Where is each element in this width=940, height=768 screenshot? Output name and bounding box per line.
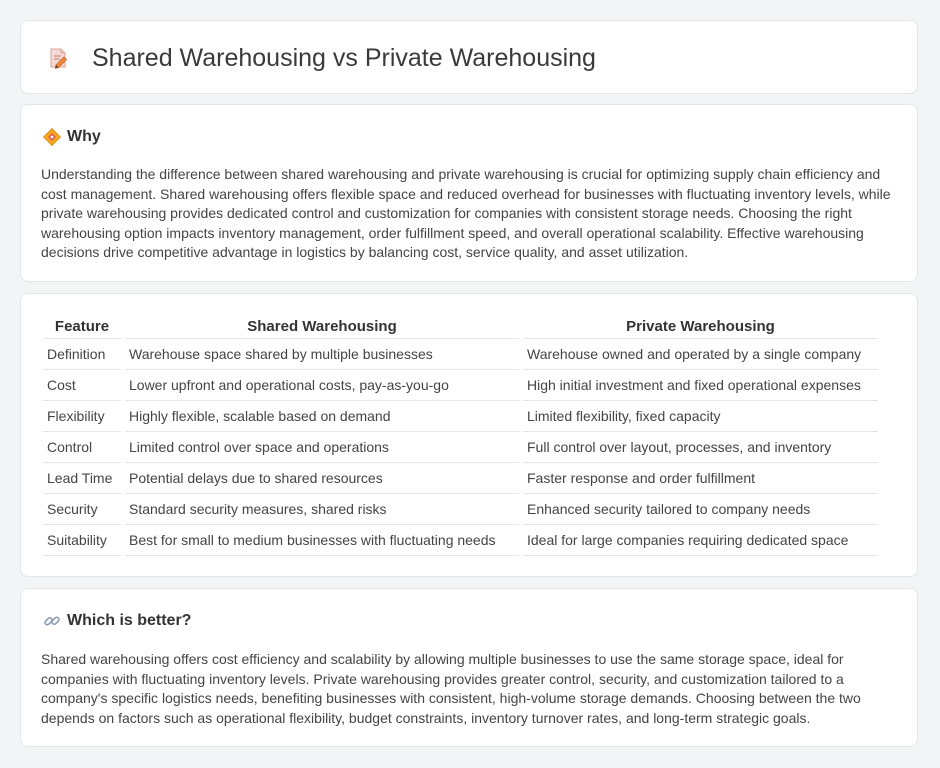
why-text: Understanding the difference between shared warehousing and private warehousing is crucial for optimizing supply chain efficiency and cost management. Shared warehousing offers flexible space and reduced overhead for businesses with fluctuating inventory levels, while private warehousing provides dedicated control and customization for companies with consistent storage needs. Choosing the right warehousing option impacts inventory management, order fulfillment speed, and overall operational scalability. Effective warehousing decisions drive competitive advantage in logistics by balancing cost, service quality, and asset utilization. <box>41 166 891 261</box>
which-is-better-text: Shared warehousing offers cost efficiency and scalability by allowing multiple businesses to use the same storage space, ideal for companies with fluctuating inventory levels. Private warehousing provides greater control, security, and customization tailored to a company's specific logistics needs, benefiting businesses with consistent, high-volume storage demands. Choosing between the two depends on factors such as operational flexibility, budget constraints, inventory turnover rates, and long-term strategic goals. <box>41 651 861 726</box>
feature-cell: Definition <box>43 339 123 370</box>
private-cell: Enhanced security tailored to company needs <box>521 494 878 525</box>
private-cell: Full control over layout, processes, and inventory <box>521 432 878 463</box>
table-row <box>43 401 878 432</box>
shared-cell: Potential delays due to shared resources <box>123 463 521 494</box>
shared-cell: Best for small to medium businesses with fluctuating needs <box>123 525 521 556</box>
table-row <box>43 525 878 556</box>
table-header-row <box>43 314 878 339</box>
diamond-sign-icon <box>43 128 61 146</box>
private-cell: Faster response and order fulfillment <box>521 463 878 494</box>
table-row <box>43 494 878 525</box>
shared-cell: Limited control over space and operations <box>123 432 521 463</box>
feature-cell: Lead Time <box>43 463 123 494</box>
private-cell: Warehouse owned and operated by a single company <box>521 339 878 370</box>
why-section <box>20 104 918 282</box>
private-cell: Limited flexibility, fixed capacity <box>521 401 878 432</box>
column-header-shared: Shared Warehousing <box>123 314 521 339</box>
column-header-private: Private Warehousing <box>521 314 878 339</box>
table-row <box>43 370 878 401</box>
table-row <box>43 432 878 463</box>
column-header-feature: Feature <box>43 314 123 339</box>
shared-cell: Lower upfront and operational costs, pay-as-you-go <box>123 370 521 401</box>
shared-cell: Standard security measures, shared risks <box>123 494 521 525</box>
feature-cell: Security <box>43 494 123 525</box>
page-title: Shared Warehousing vs Private Warehousing <box>92 44 596 72</box>
table-row <box>43 339 878 370</box>
comparison-section <box>20 293 918 577</box>
feature-cell: Suitability <box>43 525 123 556</box>
link-icon <box>43 612 61 630</box>
private-cell: Ideal for large companies requiring dedicated space <box>521 525 878 556</box>
shared-cell: Highly flexible, scalable based on demand <box>123 401 521 432</box>
header-card <box>20 20 918 94</box>
private-cell: High initial investment and fixed operational expenses <box>521 370 878 401</box>
why-heading: Why <box>67 128 101 145</box>
feature-cell: Flexibility <box>43 401 123 432</box>
table-row <box>43 463 878 494</box>
which-is-better-heading: Which is better? <box>67 612 192 629</box>
feature-cell: Control <box>43 432 123 463</box>
feature-cell: Cost <box>43 370 123 401</box>
document-pencil-icon <box>47 47 69 69</box>
which-is-better-section <box>20 588 918 747</box>
comparison-table <box>43 314 878 556</box>
shared-cell: Warehouse space shared by multiple businesses <box>123 339 521 370</box>
